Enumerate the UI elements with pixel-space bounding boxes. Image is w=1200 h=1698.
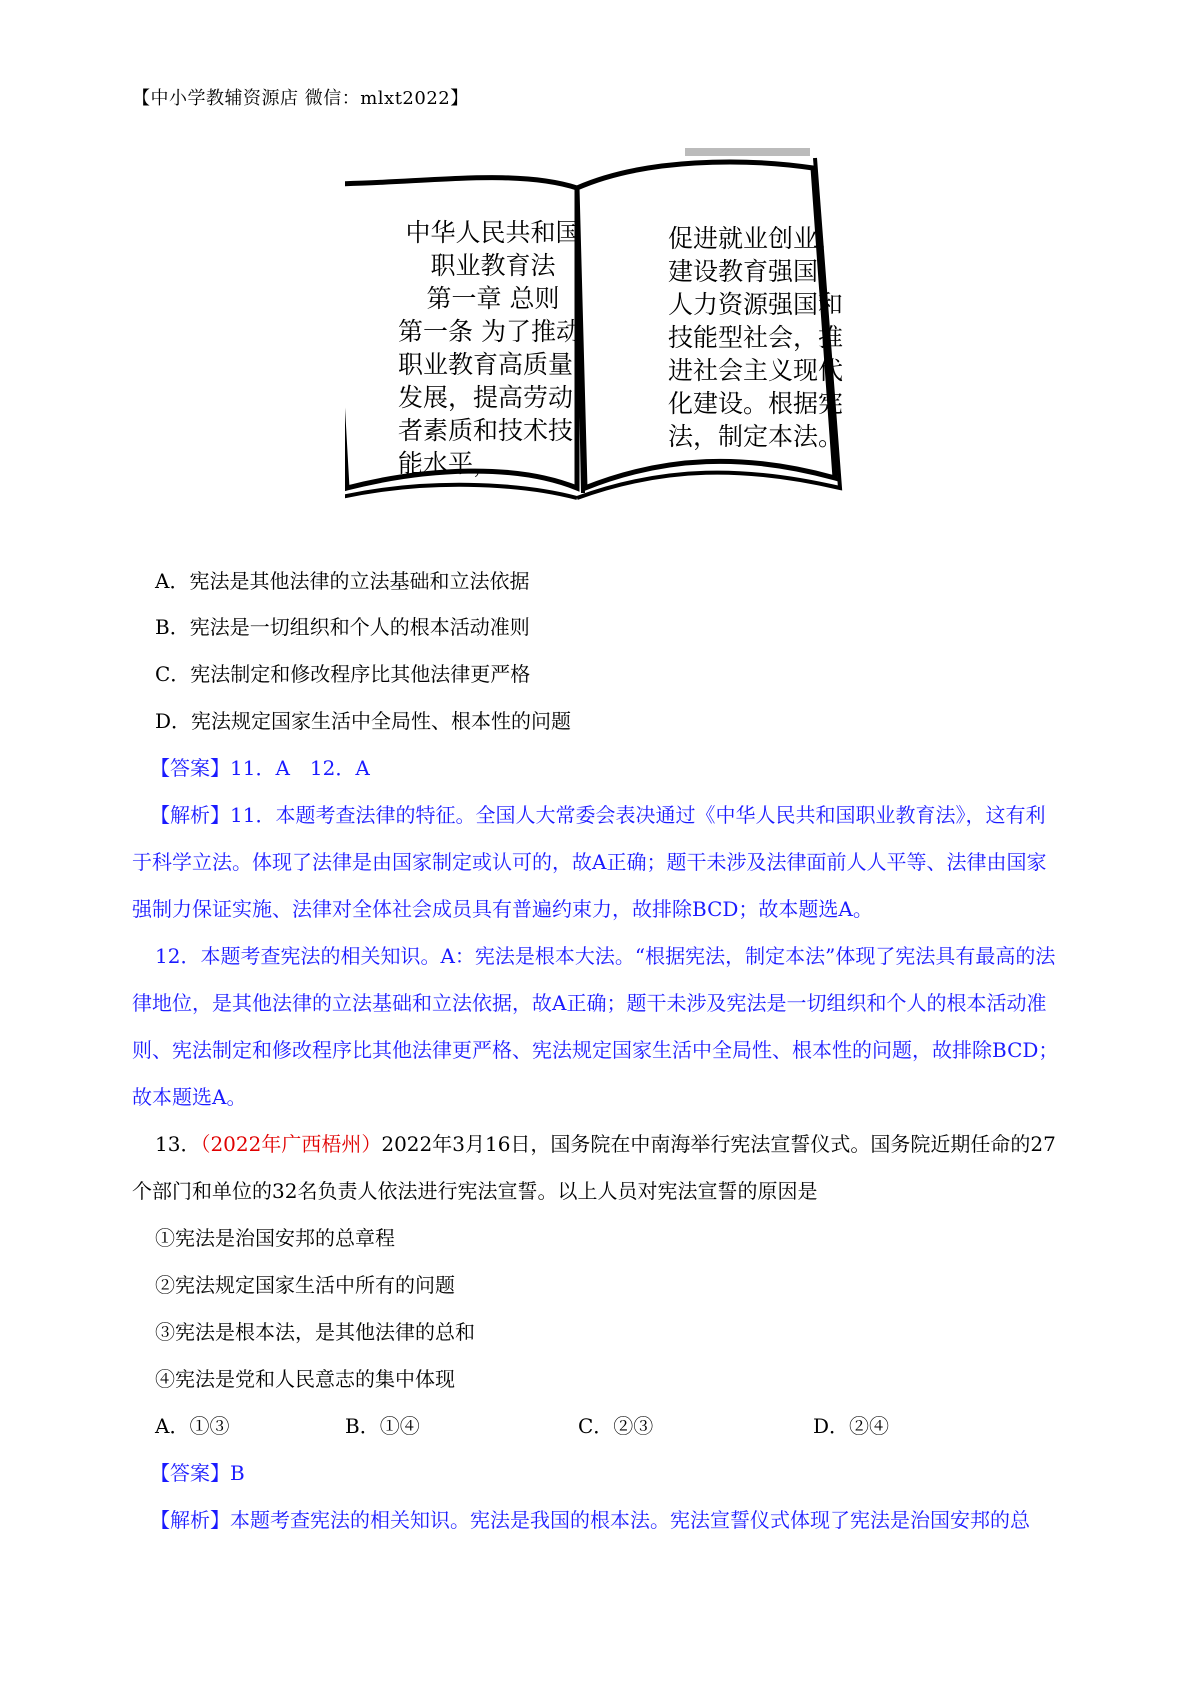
statement-1: ①宪法是治国安邦的总章程	[155, 1226, 395, 1250]
book-text-line: 法，制定本法。	[668, 422, 844, 451]
answer-11-12: 【答案】11．A 12．A	[150, 756, 370, 780]
analysis-11-line: 【解析】11．本题考查法律的特征。全国人大常委会表决通过《中华人民共和国职业教育法》，这有利	[150, 803, 1046, 827]
book-text-line: 进社会主义现代	[668, 356, 844, 385]
book-text-line: 第一条 为了推动	[398, 317, 581, 346]
analysis-12-line: 则、宪法制定和修改程序比其他法律更严格、宪法规定国家生活中全局性、根本性的问题，故排除BCD；	[132, 1038, 1059, 1062]
question-source: （2022年广西梧州）	[200, 1132, 382, 1156]
option-d: D．宪法规定国家生活中全局性、根本性的问题	[155, 709, 572, 733]
option-a: A．宪法是其他法律的立法基础和立法依据	[155, 569, 530, 593]
book-text-line: 职业教育高质量	[398, 350, 574, 379]
analysis-11-line: 强制力保证实施、法律对全体社会成员具有普遍约束力，故排除BCD；故本题选A。	[132, 897, 873, 921]
book-text-line: 化建设。根据宪	[668, 389, 844, 418]
analysis-12-line: 12．本题考查宪法的相关知识。A：宪法是根本大法。“根据宪法，制定本法”体现了宪法具有最高的法	[155, 944, 1056, 968]
book-text-line: 发展，提高劳动	[398, 383, 574, 412]
q13-option-d: D．②④	[813, 1414, 890, 1438]
book-text-line: 技能型社会，推	[668, 323, 844, 352]
q13-option-c: C．②③	[578, 1414, 654, 1438]
analysis-12-line: 故本题选A。	[132, 1085, 247, 1109]
question-text: 2022年3月16日，国务院在中南海举行宪法宣誓仪式。国务院近期任命的27	[381, 1132, 1056, 1156]
question-13-line-2: 个部门和单位的32名负责人依法进行宪法宣誓。以上人员对宪法宣誓的原因是	[132, 1179, 818, 1203]
q13-option-b: B．①④	[345, 1414, 420, 1438]
book-text-line: 者素质和技术技	[398, 416, 574, 445]
statement-4: ④宪法是党和人民意志的集中体现	[155, 1367, 455, 1391]
book-title-line: 中华人民共和国	[405, 218, 581, 247]
book-title-line: 职业教育法	[430, 251, 556, 280]
answer-13: 【答案】B	[150, 1461, 245, 1485]
option-b: B．宪法是一切组织和个人的根本活动准则	[155, 615, 530, 639]
book-text-line: 人力资源强国和	[668, 290, 844, 319]
analysis-11-line: 于科学立法。体现了法律是由国家制定或认可的，故A正确；题干未涉及法律面前人人平等、法律由国家	[132, 850, 1047, 874]
statement-3: ③宪法是根本法，是其他法律的总和	[155, 1320, 475, 1344]
question-number: 13．	[155, 1132, 201, 1156]
question-13-line-1	[155, 1130, 1056, 1158]
book-title-line: 第一章 总则	[426, 284, 560, 313]
q13-option-a: A．①③	[155, 1414, 230, 1438]
page-header: 【中小学教辅资源店 微信：mlxt2022】	[132, 88, 469, 109]
analysis-12-line: 律地位，是其他法律的立法基础和立法依据，故A正确；题干未涉及宪法是一切组织和个人的根本活动准	[132, 991, 1047, 1015]
analysis-13-line: 【解析】本题考查宪法的相关知识。宪法是我国的根本法。宪法宣誓仪式体现了宪法是治国安邦的总	[150, 1508, 1030, 1532]
book-text-line: 促进就业创业，	[668, 224, 844, 253]
book-left-page-text	[398, 216, 610, 480]
statement-2: ②宪法规定国家生活中所有的问题	[155, 1273, 455, 1297]
book-right-page-text	[668, 222, 873, 453]
book-text-line: 能水平，	[398, 449, 499, 478]
book-text-line: 建设教育强国、	[668, 257, 844, 286]
option-c: C．宪法制定和修改程序比其他法律更严格	[155, 662, 531, 686]
